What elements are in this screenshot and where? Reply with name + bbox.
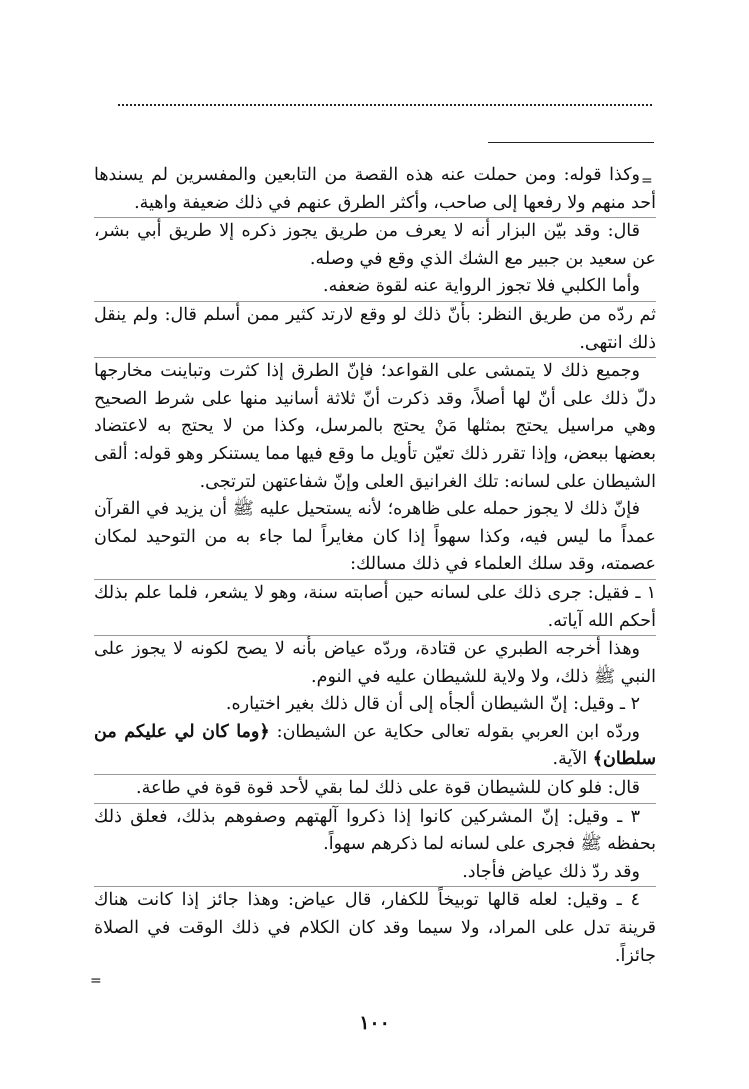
paragraph-13: وقد ردّ ذلك عياض فأجاد.: [462, 861, 640, 882]
paragraph-10-tail: الآية.: [552, 749, 593, 770]
paragraph-8: وهذا أخرجه الطبري عن قتادة، وردّه عياض بأنه لا يصح لكونه لا يجوز على النبي ﷺ ذلك، ولا ولاية للشيطان عليه في النوم.: [94, 635, 656, 691]
paragraph-7: ١ ـ فقيل: جرى ذلك على لسانه حين أصابته سنة، وهو لا يشعر، فلما علم بذلك أحكم الله آياته.: [94, 579, 656, 635]
paragraph-10-lead: وردّه ابن العربي بقوله تعالى حكاية عن الشيطان:: [269, 721, 640, 742]
paragraph-6: فإنّ ذلك لا يجوز حمله على ظاهره؛ لأنه يستحيل عليه ﷺ أن يزيد في القرآن عمداً ما ليس فيه، وكذا سهواً إذا كان مغايراً لما جاء به من التوحيد لمكان عصمته، وقد سلك العلماء في ذلك مسالك:: [94, 499, 656, 575]
page-number: ١٠٠: [359, 1012, 390, 1034]
quran-quote: ﴿وما كان لي عليكم من سلطان﴾: [94, 721, 656, 770]
paragraph-2: قال: وقد بيّن البزار أنه لا يعرف من طريق يجوز ذكره إلا طريق أبي بشر، عن سعيد بن جبير مع الشك الذي وقع في وصله.: [94, 217, 656, 273]
paragraph-9: ٢ ـ وقيل: إنّ الشيطان ألجأه إلى أن قال ذلك بغير اختياره.: [225, 694, 640, 715]
continuation-mark-top: =: [641, 173, 653, 189]
paragraph-12: ٣ ـ وقيل: إنّ المشركين كانوا إذا ذكروا آلهتهم وصفوهم بذلك، فعلق ذلك بحفظه ﷺ فجرى على لسانه لما ذكرهم سهواً.: [94, 803, 656, 859]
paragraph-3: وأما الكلبي فلا تجوز الرواية عنه لقوة ضعفه.: [323, 276, 640, 297]
header-dotted-line: [118, 104, 652, 106]
body-text: [94, 162, 656, 970]
paragraph-4: ثم ردّه من طريق النظر: بأنّ ذلك لو وقع لارتد كثير ممن أسلم قال: ولم ينقل ذلك انتهى.: [94, 301, 656, 357]
paragraph-1: وكذا قوله: ومن حملت عنه هذه القصة من التابعين والمفسرين لم يسندها أحد منهم ولا رفعها إلى صاحب، وأكثر الطرق عنهم في ذلك ضعيفة واهية.: [94, 165, 656, 213]
header-rule: [488, 142, 654, 143]
paragraph-10: [94, 719, 656, 774]
paragraph-14: ٤ ـ وقيل: لعله قالها توبيخاً للكفار، قال عياض: وهذا جائز إذا كانت هناك قرينة تدل على المراد، ولا سيما وقد كان الكلام في ذلك الوقت في الصلاة جائزاً.: [94, 886, 656, 970]
paragraph-11: قال: فلو كان للشيطان قوة على ذلك لما بقي لأحد قوة قوة في طاعة.: [94, 774, 656, 803]
continuation-mark-bottom: =: [90, 973, 102, 989]
paragraph-5: وجميع ذلك لا يتمشى على القواعد؛ فإنّ الطرق إذا كثرت وتباينت مخارجها دلّ ذلك على أنّ لها أصلاً، وقد ذكرت أنّ ثلاثة أسانيد منها على شرط الصحيح وهي مراسيل يحتج بمثلها مَنْ يحتج بالمرسل، وكذا من لا يحتج به لاعتضاد بعضها ببعض، وإذا تقرر ذلك تعيّن تأويل ما وقع فيها مما يستنكر وهو قوله: ألقى الشيطان على لسانه: تلك الغرانيق العلى وإنّ شفاعتهن لترتجى.: [94, 357, 656, 496]
